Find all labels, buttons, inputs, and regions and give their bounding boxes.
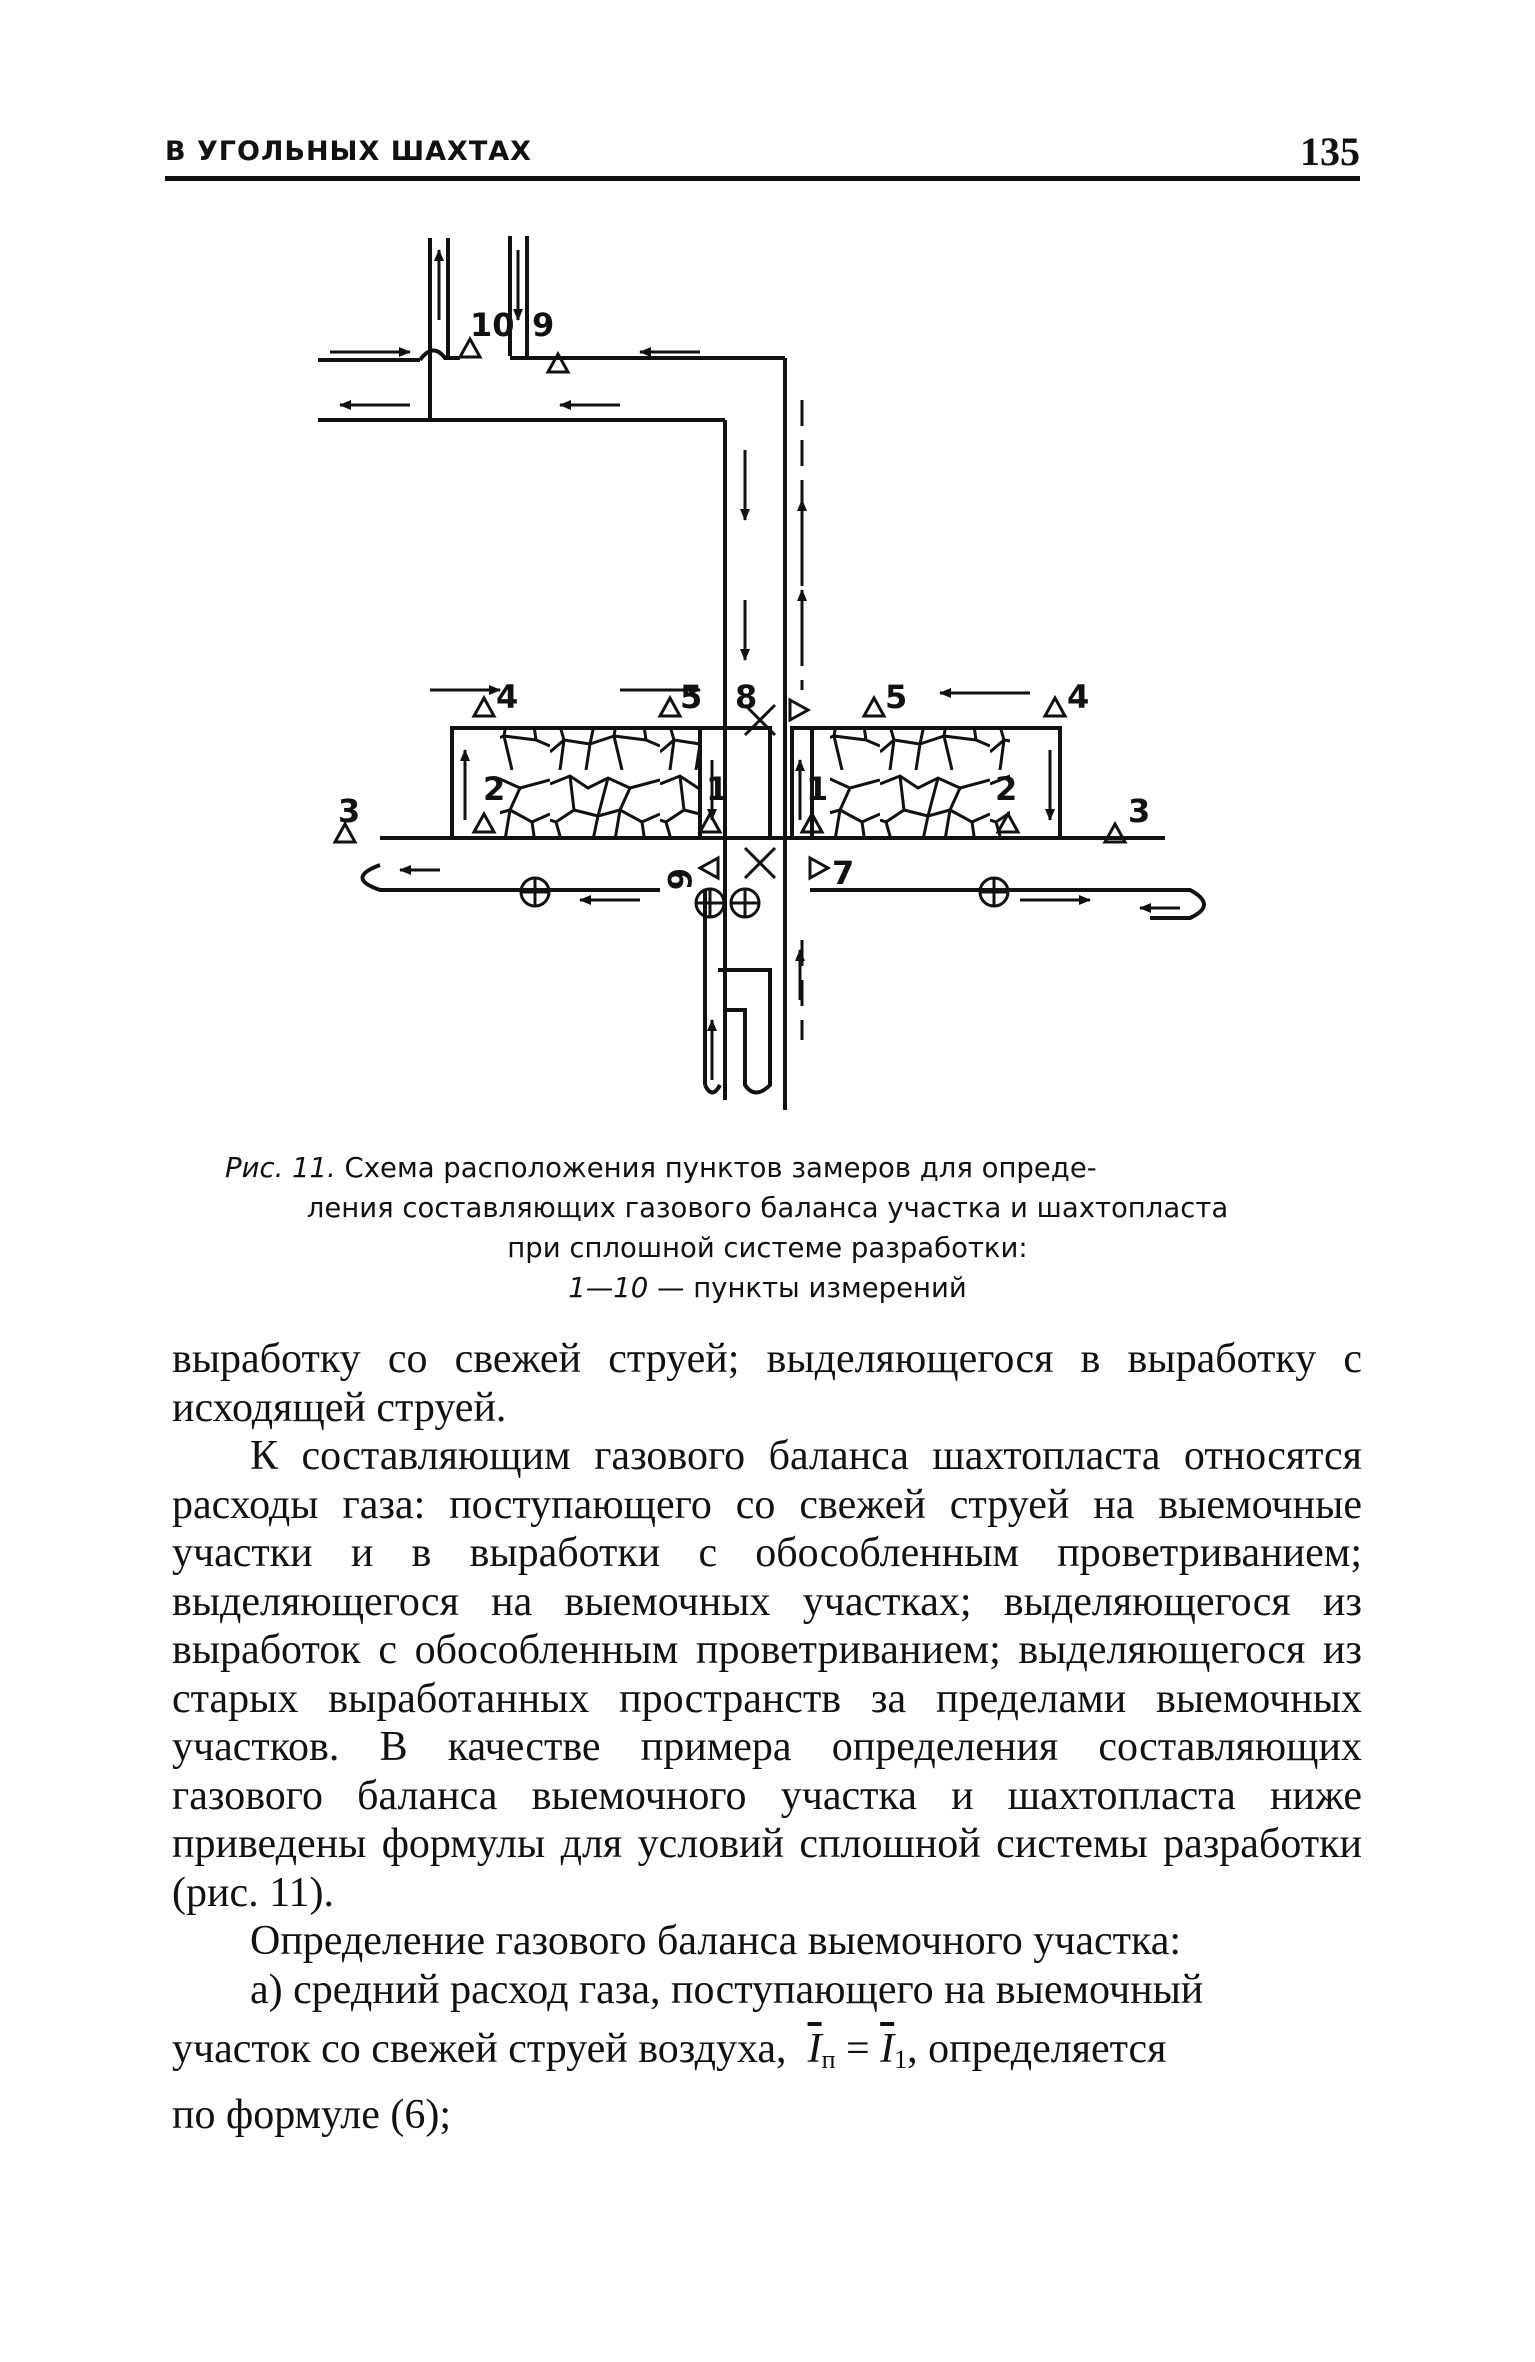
caption-line-3: при сплошной системе разработки: [507,1232,1028,1264]
point-label-2-left: 2 [483,770,506,808]
caption-label: Рис. 11. [225,1152,336,1184]
point-label-4-right: 4 [1067,678,1090,716]
body-text [172,1335,1362,2140]
caption-range: 1—10 [568,1272,649,1304]
point-label-10: 10 [470,306,515,344]
goaf-right [830,728,1010,838]
caption-line-1: Рис. 11. Схема расположения пунктов замеров для опреде- [225,1152,1097,1184]
point-label-6: 6 [660,868,698,891]
airways [318,236,1204,1110]
fan-symbols [521,878,1008,917]
point-label-1-right: 1 [806,770,829,808]
flow-arrows [330,250,1180,1080]
point-label-2-right: 2 [995,770,1018,808]
paragraph-4: а) средний расход газа, поступающего на выемочный [250,1966,1204,2013]
point-label-8: 8 [735,678,758,716]
figure-caption [225,1148,1310,1308]
running-title: В УГОЛЬНЫХ ШАХТАХ [165,136,532,167]
formula: $\overline{I}_п = \overline{I}_1$ [807,2026,908,2074]
point-label-4-left: 4 [496,678,519,716]
point-label-5-right: 5 [885,678,908,716]
paragraph-3: Определение газового баланса выемочного участка: [250,1918,1182,1964]
paragraph-6: по формуле (6); [172,2092,452,2138]
paragraph-1: выработку со свежей струей; выделяющегося в выработку с исходящей струей. [172,1336,1362,1431]
caption-line-2: ления составляющих газового баланса участка и шахтопласта [306,1192,1229,1224]
paragraph-5: участок со свежей струей воздуха, $\overline{I}_п = \overline{I}_1$, определяется [172,2026,1167,2074]
caption-line-4: 1—10 — пункты измерений [568,1272,967,1304]
page-number: 135 [1300,129,1360,174]
goaf-left [500,728,700,838]
paragraph-2: К составляющим газового баланса шахтопласта относятся расходы газа: поступающего со свежей струей на выемочные участки и в выработки с обособленным проветриванием; выделяющегося на выемочных участках; выделяющегося из выработок с обособленным проветриванием; выделяющегося из старых выработанных пространств за пределами выемочных участков. В качестве примера определения составляющих газового баланса выемочного участка и шахтопласта ниже приведены формулы для условий сплошной системы разработки (рис. 11). [172,1433,1362,1916]
point-label-5-left: 5 [680,678,703,716]
point-label-1-left: 1 [706,770,729,808]
figure-11-diagram [0,0,1535,1140]
point-label-9: 9 [532,306,555,344]
point-label-7: 7 [832,854,855,892]
point-label-3-left: 3 [338,792,361,830]
point-label-3-right: 3 [1128,792,1151,830]
